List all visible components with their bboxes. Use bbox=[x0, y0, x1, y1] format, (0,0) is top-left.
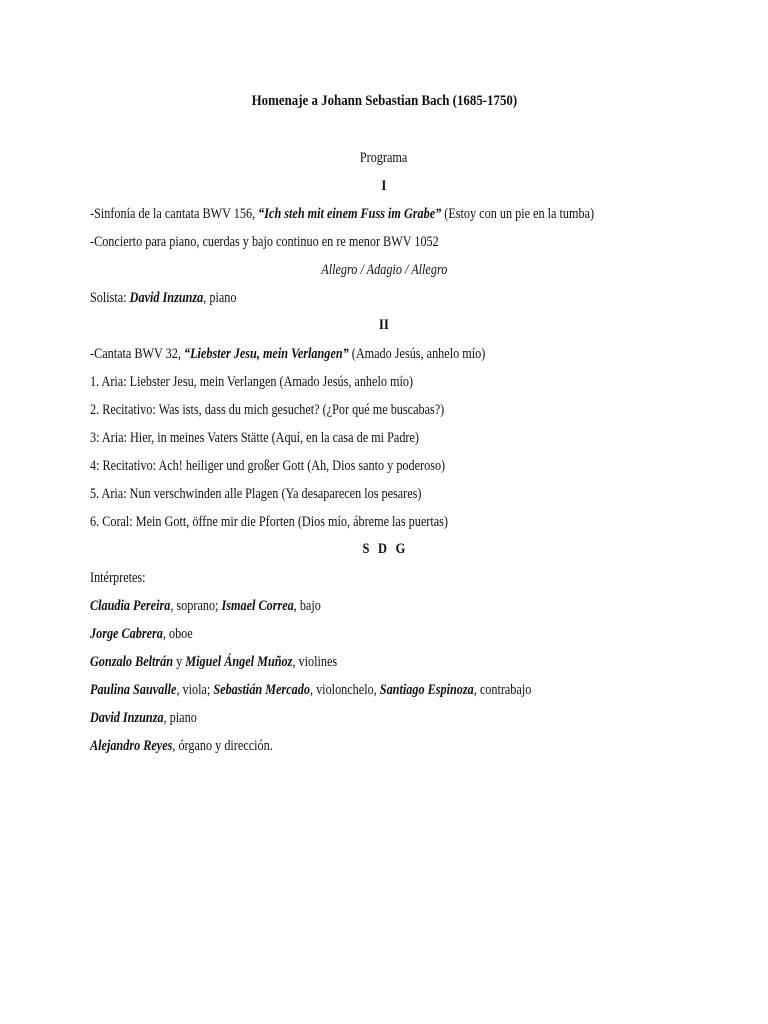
part-two-numeral-text: II bbox=[378, 317, 390, 333]
performer-role: , órgano y dirección. bbox=[172, 738, 273, 754]
performer-name: Miguel Ángel Muñoz bbox=[185, 654, 293, 670]
part-two-numeral bbox=[0, 316, 768, 334]
cantata-movement-3: 3: Aria: Hier, in meines Vaters Stätte (Aquí, en la casa de mi Padre) bbox=[90, 430, 419, 446]
concerto-line: -Concierto para piano, cuerdas y bajo continuo en re menor BWV 1052 bbox=[90, 234, 439, 250]
cantata-prefix: -Cantata BWV 32, bbox=[90, 346, 184, 362]
performer-name: David Inzunza bbox=[90, 710, 164, 726]
cantata-movement-6: 6. Coral: Mein Gott, öffne mir die Pforten (Dios mío, ábreme las puertas) bbox=[90, 514, 448, 530]
cantata-movement-2: 2. Recitativo: Was ists, dass du mich gesuchet? (¿Por qué me buscabas?) bbox=[90, 402, 445, 418]
sinfonia-line bbox=[90, 205, 594, 223]
performer-line-6 bbox=[90, 737, 273, 755]
sdg-letter-g: G bbox=[395, 541, 406, 557]
sdg-letter-s: S bbox=[362, 541, 370, 557]
performer-line-3 bbox=[90, 653, 337, 671]
part-one-numeral-text: I bbox=[381, 178, 387, 194]
sdg-letter-d: D bbox=[378, 541, 388, 557]
performer-role: , violonchelo, bbox=[309, 682, 380, 698]
cantata-translation: (Amado Jesús, anhelo mío) bbox=[348, 346, 486, 362]
performer-name: Alejandro Reyes bbox=[90, 738, 173, 754]
programa-heading-text: Programa bbox=[360, 150, 408, 166]
performer-line-1 bbox=[90, 597, 321, 615]
interpretes-label: Intérpretes: bbox=[90, 570, 146, 586]
document-title-text: Homenaje a Johann Sebastian Bach (1685-1750) bbox=[251, 93, 517, 109]
sinfonia-prefix: -Sinfonía de la cantata BWV 156, bbox=[90, 206, 259, 222]
programa-heading bbox=[0, 149, 768, 167]
cantata-movement-1: 1. Aria: Liebster Jesu, mein Verlangen (Amado Jesús, anhelo mío) bbox=[90, 374, 414, 390]
soloist-role: , piano bbox=[203, 290, 237, 306]
part-one-numeral bbox=[0, 177, 768, 195]
cantata-movement-4: 4: Recitativo: Ach! heiliger und großer Gott (Ah, Dios santo y poderoso) bbox=[90, 458, 446, 474]
cantata-line bbox=[90, 345, 485, 363]
performer-role: , soprano; bbox=[170, 598, 222, 614]
performer-role: , contrabajo bbox=[473, 682, 532, 698]
performer-name: Santiago Espinoza bbox=[379, 682, 474, 698]
soloist-prefix: Solista: bbox=[90, 290, 130, 306]
performer-role: , bajo bbox=[293, 598, 321, 614]
performer-line-5 bbox=[90, 709, 197, 727]
performer-line-4 bbox=[90, 681, 531, 699]
performer-conjunction: y bbox=[173, 654, 186, 670]
performer-name: Paulina Sauvalle bbox=[90, 682, 177, 698]
performer-name: Gonzalo Beltrán bbox=[90, 654, 174, 670]
performer-role: , piano bbox=[163, 710, 197, 726]
cantata-work-title: “Liebster Jesu, mein Verlangen” bbox=[183, 346, 349, 362]
performer-name: Sebastián Mercado bbox=[213, 682, 310, 698]
soloist-line bbox=[90, 289, 236, 307]
sinfonia-work-title: “Ich steh mit einem Fuss im Grabe” bbox=[258, 206, 442, 222]
document-title bbox=[0, 92, 768, 110]
soloist-name: David Inzunza bbox=[129, 290, 204, 306]
performer-name: Ismael Correa bbox=[221, 598, 294, 614]
performer-role: , viola; bbox=[176, 682, 214, 698]
sdg-dedication bbox=[0, 540, 768, 558]
sinfonia-translation: (Estoy con un pie en la tumba) bbox=[441, 206, 595, 222]
performer-role: , oboe bbox=[162, 626, 193, 642]
performer-name: Claudia Pereira bbox=[90, 598, 171, 614]
performer-line-2 bbox=[90, 625, 193, 643]
cantata-movement-5: 5. Aria: Nun verschwinden alle Plagen (Ya desaparecen los pesares) bbox=[90, 486, 422, 502]
performer-role: , violines bbox=[292, 654, 338, 670]
performer-name: Jorge Cabrera bbox=[90, 626, 163, 642]
concerto-movements-text: Allegro / Adagio / Allegro bbox=[320, 262, 448, 278]
concerto-movements bbox=[0, 261, 768, 279]
